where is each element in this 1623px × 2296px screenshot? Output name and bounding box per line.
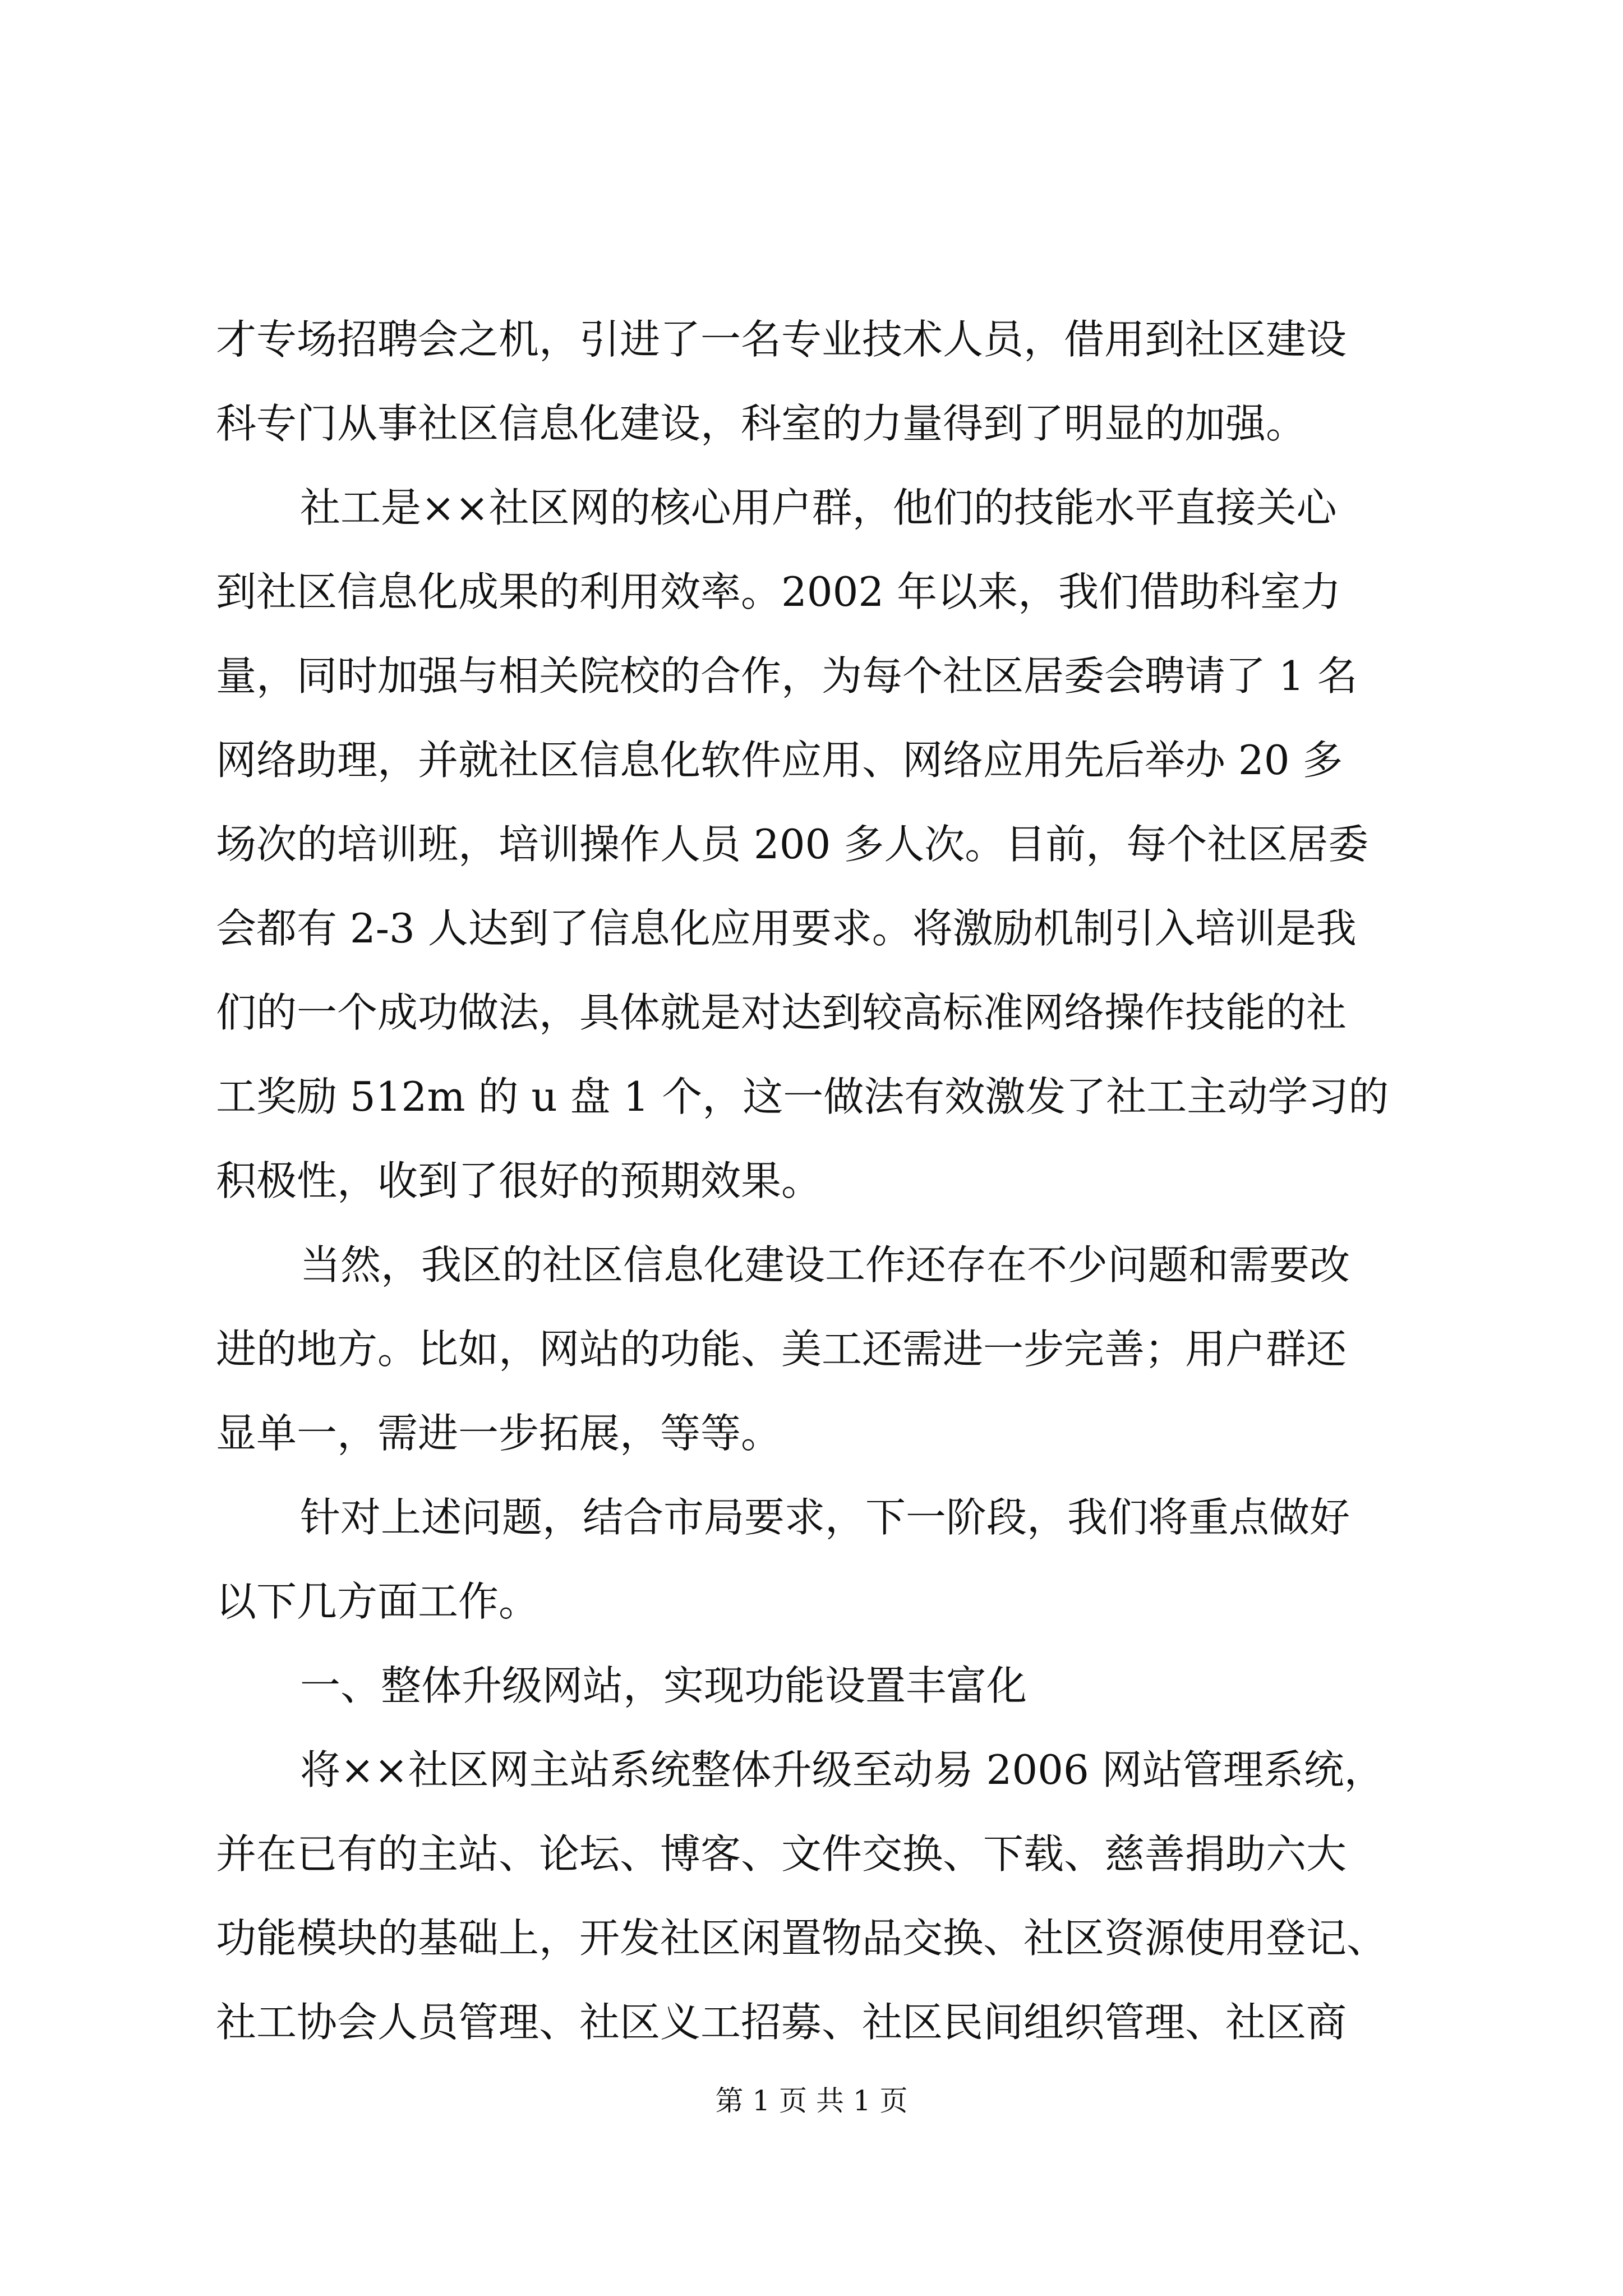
text-line: 社工协会人员管理、社区义工招募、社区民间组织管理、社区商 xyxy=(216,1999,1347,2046)
text-line: 会都有 2-3 人达到了信息化应用要求。将激励机制引入培训是我 xyxy=(216,905,1357,952)
text-line: 工奖励 512m 的 u 盘 1 个，这一做法有效激发了社工主动学习的 xyxy=(216,1073,1389,1120)
text-line: 量，同时加强与相关院校的合作，为每个社区居委会聘请了 1 名 xyxy=(216,652,1358,700)
text-line: 网络助理，并就社区信息化软件应用、网络应用先后举办 20 多 xyxy=(216,737,1343,784)
text-line: 才专场招聘会之机，引进了一名专业技术人员，借用到社区建设 xyxy=(216,316,1347,363)
text-line: 功能模块的基础上，开发社区闲置物品交换、社区资源使用登记、 xyxy=(216,1915,1387,1962)
text-line: 社工是××社区网的核心用户群，他们的技能水平直接关心 xyxy=(300,484,1337,531)
text-line: 积极性，收到了很好的预期效果。 xyxy=(216,1157,822,1204)
text-line: 们的一个成功做法，具体就是对达到较高标准网络操作技能的社 xyxy=(216,989,1347,1036)
text-line: 并在已有的主站、论坛、博客、文件交换、下载、慈善捐助六大 xyxy=(216,1830,1347,1878)
text-line: 显单一，需进一步拓展，等等。 xyxy=(216,1410,782,1457)
text-line: 针对上述问题，结合市局要求，下一阶段，我们将重点做好 xyxy=(300,1494,1350,1541)
text-line: 以下几方面工作。 xyxy=(216,1578,540,1625)
page-number-footer: 第 1 页 共 1 页 xyxy=(715,2085,908,2117)
section-heading: 一、整体升级网站，实现功能设置丰富化 xyxy=(300,1662,1027,1709)
text-line: 当然，我区的社区信息化建设工作还存在不少问题和需要改 xyxy=(300,1241,1350,1289)
text-line: 进的地方。比如，网站的功能、美工还需进一步完善；用户群还 xyxy=(216,1326,1347,1373)
text-line: 到社区信息化成果的利用效率。2002 年以来，我们借助科室力 xyxy=(216,568,1341,615)
text-line: 科专门从事社区信息化建设，科室的力量得到了明显的加强。 xyxy=(216,400,1307,447)
text-line: 将××社区网主站系统整体升级至动易 2006 网站管理系统， xyxy=(300,1746,1385,1793)
text-line: 场次的培训班，培训操作人员 200 多人次。目前，每个社区居委 xyxy=(216,821,1369,868)
